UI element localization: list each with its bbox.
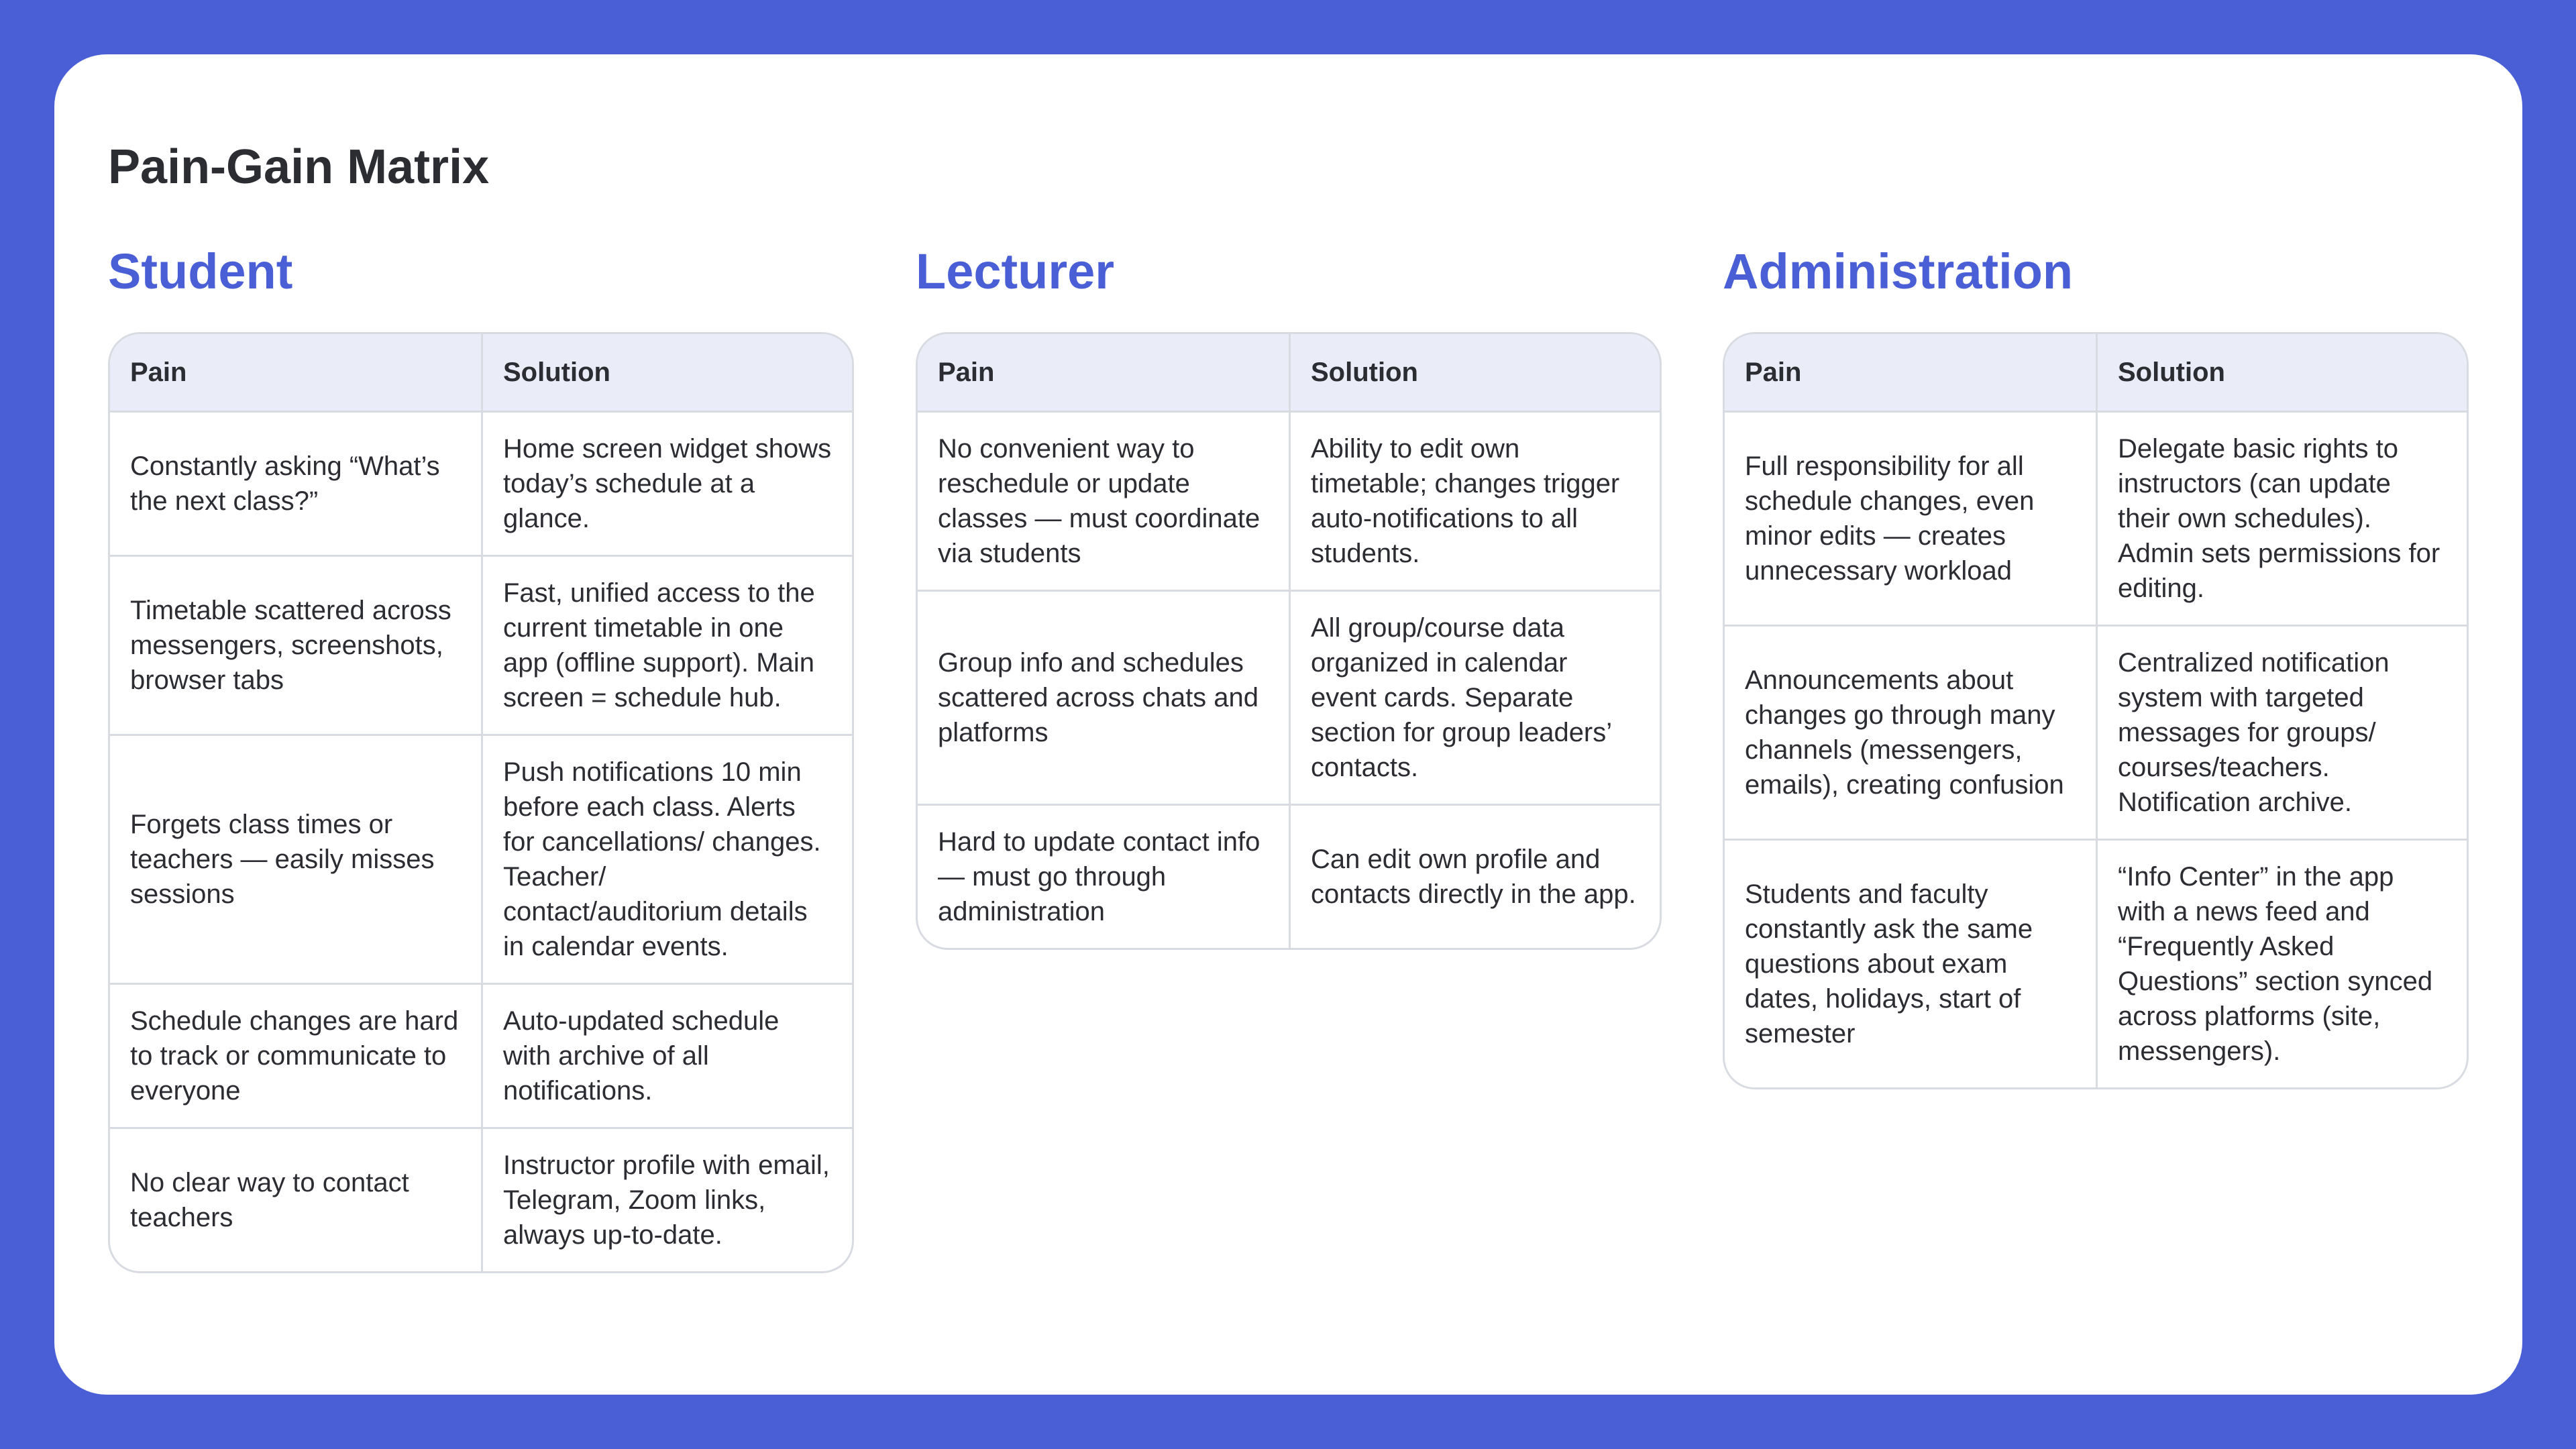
solution-column-header: Solution bbox=[1289, 334, 1660, 411]
solution-cell: Instructor profile with email, Telegram, Zoom links, always up-to-date. bbox=[481, 1129, 852, 1271]
solution-cell: Can edit own profile and contacts directly in the app. bbox=[1289, 806, 1660, 948]
table-header-row bbox=[918, 334, 1660, 411]
pain-cell: Timetable scattered across messengers, screenshots, browser tabs bbox=[130, 596, 451, 695]
pain-cell: Announcements about changes go through many channels (messengers, emails), creating confusion bbox=[1745, 665, 2064, 800]
table-row bbox=[1725, 839, 2467, 1087]
lecturer-table bbox=[916, 332, 1662, 950]
table-row bbox=[1725, 625, 2467, 839]
solution-cell: Auto-updated schedule with archive of all notifications. bbox=[481, 985, 852, 1127]
matrix-card bbox=[54, 54, 2522, 1395]
solution-cell: Delegate basic rights to instructors (can update their own schedules). Admin sets permissions for editing. bbox=[2096, 413, 2467, 625]
lecturer-section bbox=[916, 242, 1662, 950]
pain-cell: Full responsibility for all schedule changes, even minor edits — creates unnecessary workload bbox=[1745, 451, 2035, 586]
solution-cell: Ability to edit own timetable; changes trigger auto-notifications to all students. bbox=[1289, 413, 1660, 590]
solution-cell: Home screen widget shows today’s schedule at a glance. bbox=[481, 413, 852, 555]
pain-cell: No clear way to contact teachers bbox=[130, 1168, 409, 1232]
section-title: Lecturer bbox=[916, 244, 1115, 299]
solution-cell: Push notifications 10 min before each class. Alerts for cancellations/ changes. Teacher/ contact/auditorium details in calendar events. bbox=[481, 736, 852, 983]
pain-cell: Forgets class times or teachers — easily misses sessions bbox=[130, 810, 435, 909]
table-row bbox=[918, 590, 1660, 804]
table-row bbox=[918, 804, 1660, 948]
table-header-row bbox=[1725, 334, 2467, 411]
solution-column-header: Solution bbox=[2096, 334, 2467, 411]
solution-cell: All group/course data organized in calendar event cards. Separate section for group leaders’ contacts. bbox=[1289, 592, 1660, 804]
pain-cell: Constantly asking “What’s the next class?” bbox=[130, 451, 440, 516]
pain-column-header: Pain bbox=[938, 358, 995, 387]
table-row bbox=[918, 411, 1660, 590]
administration-table bbox=[1723, 332, 2469, 1089]
solution-cell: Centralized notification system with targeted messages for groups/ courses/teachers. Notification archive. bbox=[2096, 627, 2467, 839]
pain-column-header: Pain bbox=[1745, 358, 1802, 387]
table-header-row bbox=[110, 334, 852, 411]
administration-section bbox=[1723, 242, 2469, 1089]
solution-cell: “Info Center” in the app with a news feed and “Frequently Asked Questions” section synced across platforms (site, messengers). bbox=[2096, 841, 2467, 1087]
student-table bbox=[108, 332, 854, 1273]
table-row bbox=[110, 734, 852, 983]
table-row bbox=[110, 983, 852, 1127]
pain-cell: Hard to update contact info — must go through administration bbox=[938, 827, 1260, 926]
page-title: Pain-Gain Matrix bbox=[108, 140, 490, 194]
pain-cell: Schedule changes are hard to track or communicate to everyone bbox=[130, 1006, 459, 1106]
table-row bbox=[110, 411, 852, 555]
pain-column-header: Pain bbox=[130, 358, 187, 387]
pain-cell: Group info and schedules scattered across chats and platforms bbox=[938, 648, 1259, 747]
table-row bbox=[110, 1127, 852, 1271]
pain-cell: Students and faculty constantly ask the same questions about exam dates, holidays, start of semester bbox=[1745, 879, 2033, 1049]
section-title: Student bbox=[108, 244, 293, 299]
solution-cell: Fast, unified access to the current timetable in one app (offline support). Main screen = schedule hub. bbox=[481, 557, 852, 734]
pain-cell: No convenient way to reschedule or update classes — must coordinate via students bbox=[938, 434, 1260, 568]
table-row bbox=[110, 555, 852, 734]
section-title: Administration bbox=[1723, 244, 2074, 299]
student-section bbox=[108, 242, 854, 1273]
table-row bbox=[1725, 411, 2467, 625]
solution-column-header: Solution bbox=[481, 334, 852, 411]
